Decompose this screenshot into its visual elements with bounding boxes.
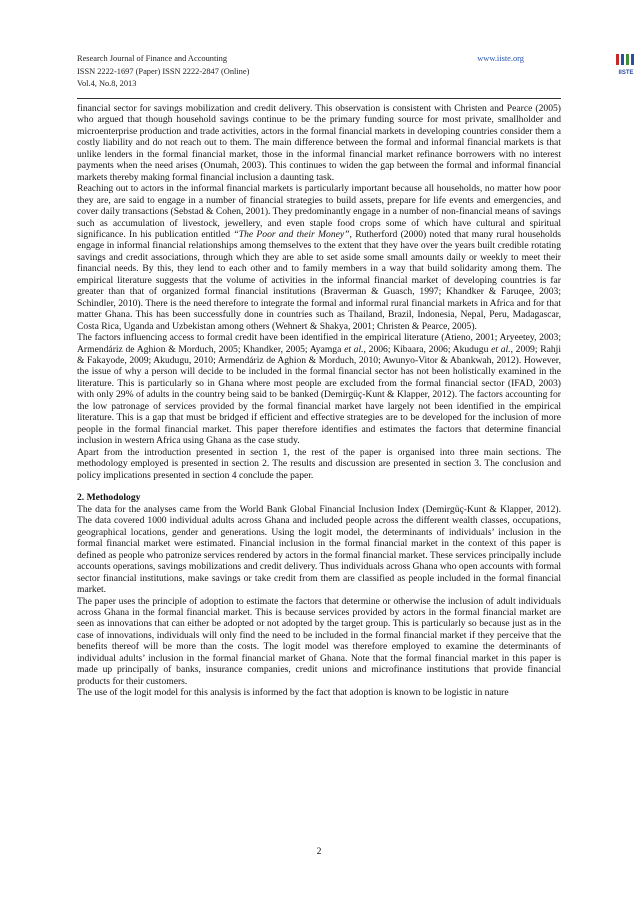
paragraph-7: The use of the logit model for this analysis is informed by the fact that adoption is known to be logistic in nature [77, 687, 509, 699]
article-body [77, 103, 561, 699]
paragraph-2 [77, 183, 561, 332]
issn-line: ISSN 2222-1697 (Paper) ISSN 2222-2847 (Online) [77, 66, 250, 76]
paragraph-3-part-a: The factors influencing access to formal credit have been identified in the empirical literature (Atieno, 2001; Aryeetey, 2003; Armendáriz de Aghion & Morduch, 2005; Khandker, 2005; Ayamga [77, 332, 561, 355]
paragraph-5: The data for the analyses came from the World Bank Global Financial Inclusion Index (Demirgüç-Kunt & Klapper, 2012). The data covered 1000 individual adults across Ghana and included people across the different wealth classes, occupations, geographical locations, gender and generations. Using the logit model, the determinants of individuals’ inclusion in the formal financial market were estimated. Financial inclusion in the formal financial market in the context of this paper is defined as people who patronize services rendered by actors in the formal financial market. These services principally include accounts operations, savings mobilizations and credit delivery. Thus individuals across Ghana who open accounts with formal sector financial institutions, make savings or take credit from them are classified as people included in the formal financial market. [77, 503, 561, 596]
header-rule [77, 98, 561, 99]
paragraph-3-part-b: , 2006; Kibaara, 2006; Akudugu [363, 343, 492, 355]
section-gap [77, 481, 561, 493]
paragraph-4: Apart from the introduction presented in section 1, the rest of the paper is organised into three main sections. The methodology employed is presented in section 2. The results and discussion are presented in section 3. The conclusion and policy implications presented in section 4 conclude the paper. [77, 446, 561, 481]
logo-bar-2 [621, 54, 624, 65]
paragraph-1: financial sector for savings mobilization and credit delivery. This observation is consistent with Christen and Pearce (2005) who argued that though household savings continue to be the primary funding source for most private, smallholder and microenterprise production and trade activities, actors in the formal financial markets in developing countries consider them a costly liability and do not reach out to them. The main difference between the formal and informal financial markets is that unlike lenders in the formal financial market, those in the informal financial market refinance borrowers with no interest payments when the need arises (Onumah, 2003). This continues to widen the gap between the formal and informal financial markets thereby making formal financial inclusion a daunting task. [77, 103, 561, 183]
paragraph-6: The paper uses the principle of adoption to estimate the factors that determine or otherwise the inclusion of adult individuals across Ghana in the formal financial market. This is because services provided by actors in the formal financial market are seen as innovations that can either be adopted or not adopted by the target group. This is particularly so because just as in the case of innovations, individuals will only find the need to be included in the formal financial market if they perceive that the benefits thereof will be more than the costs. The logit model was therefore employed to examine the determinants of individual adults’ inclusion in the formal financial market of Ghana. Note that the formal financial market in this paper is made up principally of banks, insurance companies, credit unions and microfinance institutions that provide financial products for their customers. [77, 595, 561, 687]
paragraph-2-part-b: , Rutherford (2000) noted that many rural households engage in informal financial relationships among themselves to the extent that they have over the years built credible rotating savings and credit associations, through which they are able to set aside some small amounts daily or weekly to meet their financial needs. By this, they lend to each other and to family members in a way that build solidarity among them. The empirical literature suggests that the volume of activities in the informal financial market of developing countries is far greater than that of organized formal financial institutions (Braverman & Guasch, 1997; Khandker & Faruqee, 2003; Schindler, 2010). There is the need therefore to integrate the formal and informal rural financial markets in Africa and for that matter Ghana. This has been successfully done in countries such as Thailand, Brazil, Indonesia, Nepal, Peru, Madagascar, Costa Rica, Uganda and Uzbekistan among others (Wehnert & Shakya, 2001; Christen & Pearce, 2005). [77, 228, 561, 332]
logo-bar-4 [631, 54, 634, 65]
logo-wordmark: IISTE [618, 70, 634, 76]
logo-bar-1 [616, 54, 619, 65]
paragraph-2-part-a: Reaching out to actors in the informal financial markets is particularly important because all households, no matter how poor they are, are said to engage in a number of financial strategies to build assets, prepare for life events and emergencies, and cover daily transactions (Sebstad & Cohen, 2001). They predominantly engage in a number of non-financial means of savings such as accumulation of livestock, jewellery, and even staple food crops some of which have cultural and spiritual significance. In his publication entitled [77, 183, 561, 240]
book-title: “The Poor and their Money” [233, 228, 350, 240]
iiste-logo [614, 53, 638, 77]
paragraph-3 [77, 332, 561, 447]
journal-name: Research Journal of Finance and Accounting [77, 54, 228, 63]
paragraph-3-part-c: , 2009; Rahji & Fakayode, 2009; Akudugu, 2010; Armendáriz de Aghion & Morduch, 2010; Awunyo-Vitor & Abankwah, 2012). However, the issue of why a person will decide to be included in the formal financial sector has not been holistically examined in the literature. This is particularly so in Ghana where most people are excluded from the formal financial sector (IFAD, 2003) with only 29% of adults in the country being said to be banked (Demirgüç-Kunt & Klapper, 2012). The factors accounting for the low patronage of services provided by the formal financial market have largely not been identified in the empirical literature. This is a gap that must be bridged if efficient and effective strategies are to be developed for the inclusion of more people in the formal financial market. This paper therefore identifies and estimates the factors that determine financial inclusion in western Africa using Ghana as the case study. [77, 343, 561, 447]
page-number: 2 [316, 846, 322, 857]
section-heading-methodology: 2. Methodology [77, 492, 141, 504]
logo-bar-3 [626, 54, 629, 65]
et-al-1: et al. [344, 343, 364, 355]
et-al-2: et al. [491, 343, 511, 355]
volume-line: Vol.4, No.8, 2013 [77, 79, 137, 88]
running-header [77, 53, 634, 97]
journal-url-link[interactable]: www.iiste.org [477, 54, 524, 63]
